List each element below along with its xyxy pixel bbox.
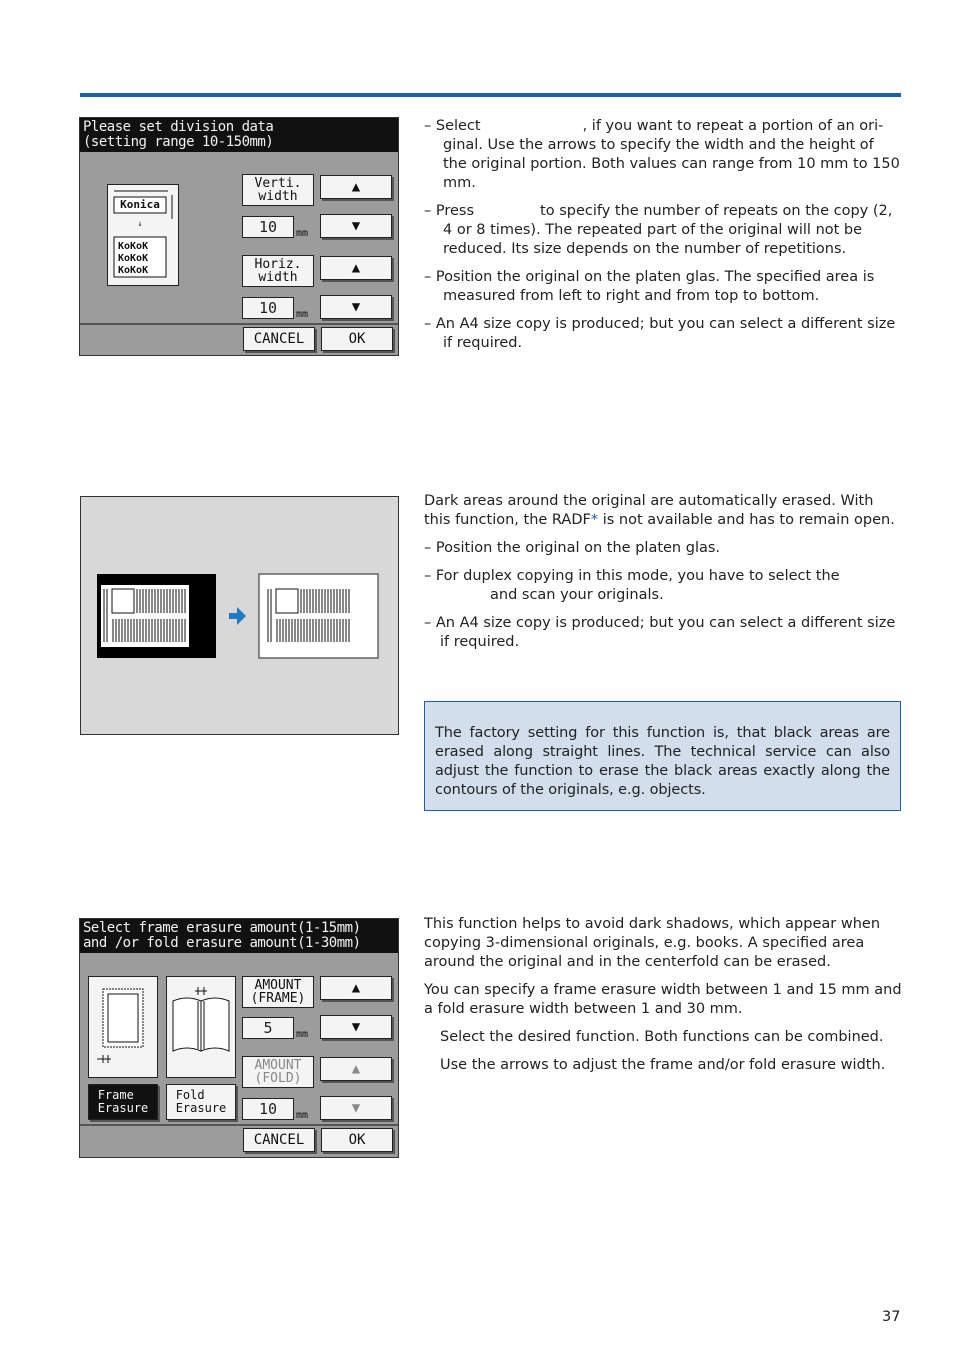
panel-separator — [80, 323, 398, 325]
arrow-down-icon: ▼ — [351, 218, 361, 234]
fold-erasure-button[interactable]: Fold Erasure — [166, 1084, 236, 1120]
paragraph: This function helps to avoid dark shadows, which appear when copying 3-dimensional originals, e.g. books. A specified area around the original and in the centerfold can be erased. — [424, 916, 881, 970]
svg-text:KoKoK: KoKoK — [118, 241, 149, 252]
arrow-up-icon: ▲ — [351, 980, 361, 996]
horiz-width-label: Horiz. width — [242, 255, 314, 287]
frame-unit: mm — [296, 1029, 309, 1040]
vert-width-value[interactable]: 10 — [242, 216, 294, 238]
list-item: – An A4 size copy is produced; but you can select a different size if required. — [424, 316, 896, 351]
frame-up-button[interactable] — [320, 976, 392, 1000]
vert-up-button[interactable] — [320, 175, 392, 199]
repeat-sample-preview — [107, 184, 179, 286]
fold-up-button[interactable] — [320, 1057, 392, 1081]
auto-erase-illustration — [80, 496, 399, 735]
ok-button[interactable]: OK — [321, 1128, 393, 1152]
section2-text — [424, 492, 902, 661]
frame-amount-value[interactable]: 5 — [242, 1017, 294, 1039]
fold-down-button[interactable] — [320, 1096, 392, 1120]
list-item: – Position the original on the platen glas. The specified area is measured from left to right and from top to bottom. — [424, 269, 875, 304]
frame-erasure-panel — [79, 918, 399, 1158]
amount-frame-label: AMOUNT (FRAME) — [242, 976, 314, 1008]
panel-header: Please set division data (setting range 10-150mm) — [80, 118, 398, 152]
horiz-unit: mm — [296, 309, 309, 320]
list-item: – Position the original on the platen glas. — [424, 540, 721, 556]
vert-unit: mm — [296, 228, 309, 239]
fold-amount-value[interactable]: 10 — [242, 1098, 294, 1120]
svg-text:KoKoK: KoKoK — [118, 265, 149, 276]
svg-text:↓: ↓ — [137, 219, 143, 228]
paragraph: You can specify a frame erasure width between 1 and 15 mm and a fold erasure width between 1 and 30 mm. — [424, 982, 902, 1017]
section1-text — [424, 117, 902, 362]
horiz-down-button[interactable] — [320, 295, 392, 319]
arrow-down-icon: ▼ — [351, 299, 361, 315]
arrow-up-icon: ▲ — [351, 1061, 361, 1077]
arrow-down-icon: ▼ — [351, 1100, 361, 1116]
amount-fold-label: AMOUNT (FOLD) — [242, 1056, 314, 1088]
frame-erasure-button[interactable]: Frame Erasure — [88, 1084, 158, 1120]
horiz-width-value[interactable]: 10 — [242, 297, 294, 319]
sample-brand: Konica — [120, 198, 160, 211]
book-icon — [167, 977, 235, 1077]
footnote-marker: * — [590, 512, 599, 528]
frame-erasure-illustration — [88, 976, 158, 1078]
fold-unit: mm — [296, 1110, 309, 1121]
cancel-button[interactable]: CANCEL — [243, 327, 315, 351]
panel-separator — [80, 1124, 398, 1126]
vert-down-button[interactable] — [320, 214, 392, 238]
frame-down-button[interactable] — [320, 1015, 392, 1039]
fold-erasure-illustration — [166, 976, 236, 1078]
erase-diagram — [81, 497, 398, 734]
intro-paragraph: Dark areas around the original are automatically erased. With this function, the RADF* is not available and has to remain open. — [424, 493, 895, 528]
list-item: – Select , if you want to repeat a portion of an ori- ginal. Use the arrows to specify the width and the height of the original portion. Both values can range from 10 mm to 150 mm. — [424, 118, 900, 191]
division-data-panel — [79, 117, 399, 356]
step-item: Select the desired function. Both functions can be combined. — [440, 1029, 884, 1045]
vert-width-label: Verti. width — [242, 174, 314, 206]
note-box: The factory setting for this function is, that black areas are erased along straight lines. The technical service can also adjust the function to erase the black areas exactly along the contours of the originals, e.g. objects. — [424, 701, 901, 811]
step-item: Use the arrows to adjust the frame and/or fold erasure width. — [440, 1057, 886, 1073]
page-number: 37 — [882, 1309, 901, 1325]
list-item: – An A4 size copy is produced; but you can select a different size if required. — [424, 615, 896, 650]
arrow-down-icon: ▼ — [351, 1019, 361, 1035]
cancel-button[interactable]: CANCEL — [243, 1128, 315, 1152]
horiz-up-button[interactable] — [320, 256, 392, 280]
svg-text:KoKoK: KoKoK — [118, 253, 149, 264]
header-rule — [80, 93, 901, 97]
section3-text — [424, 915, 902, 1084]
panel-header: Select frame erasure amount(1-15mm) and /or fold erasure amount(1-30mm) — [80, 919, 398, 953]
arrow-up-icon: ▲ — [351, 260, 361, 276]
list-item: – Press to specify the number of repeats on the copy (2, 4 or 8 times). The repeated part of the original will not be reduced. Its size depends on the number of repetitions. — [424, 203, 893, 257]
arrow-up-icon: ▲ — [351, 179, 361, 195]
list-item: – For duplex copying in this mode, you have to select the and scan your originals. — [424, 568, 840, 603]
ok-button[interactable]: OK — [321, 327, 393, 351]
frame-icon — [89, 977, 157, 1077]
